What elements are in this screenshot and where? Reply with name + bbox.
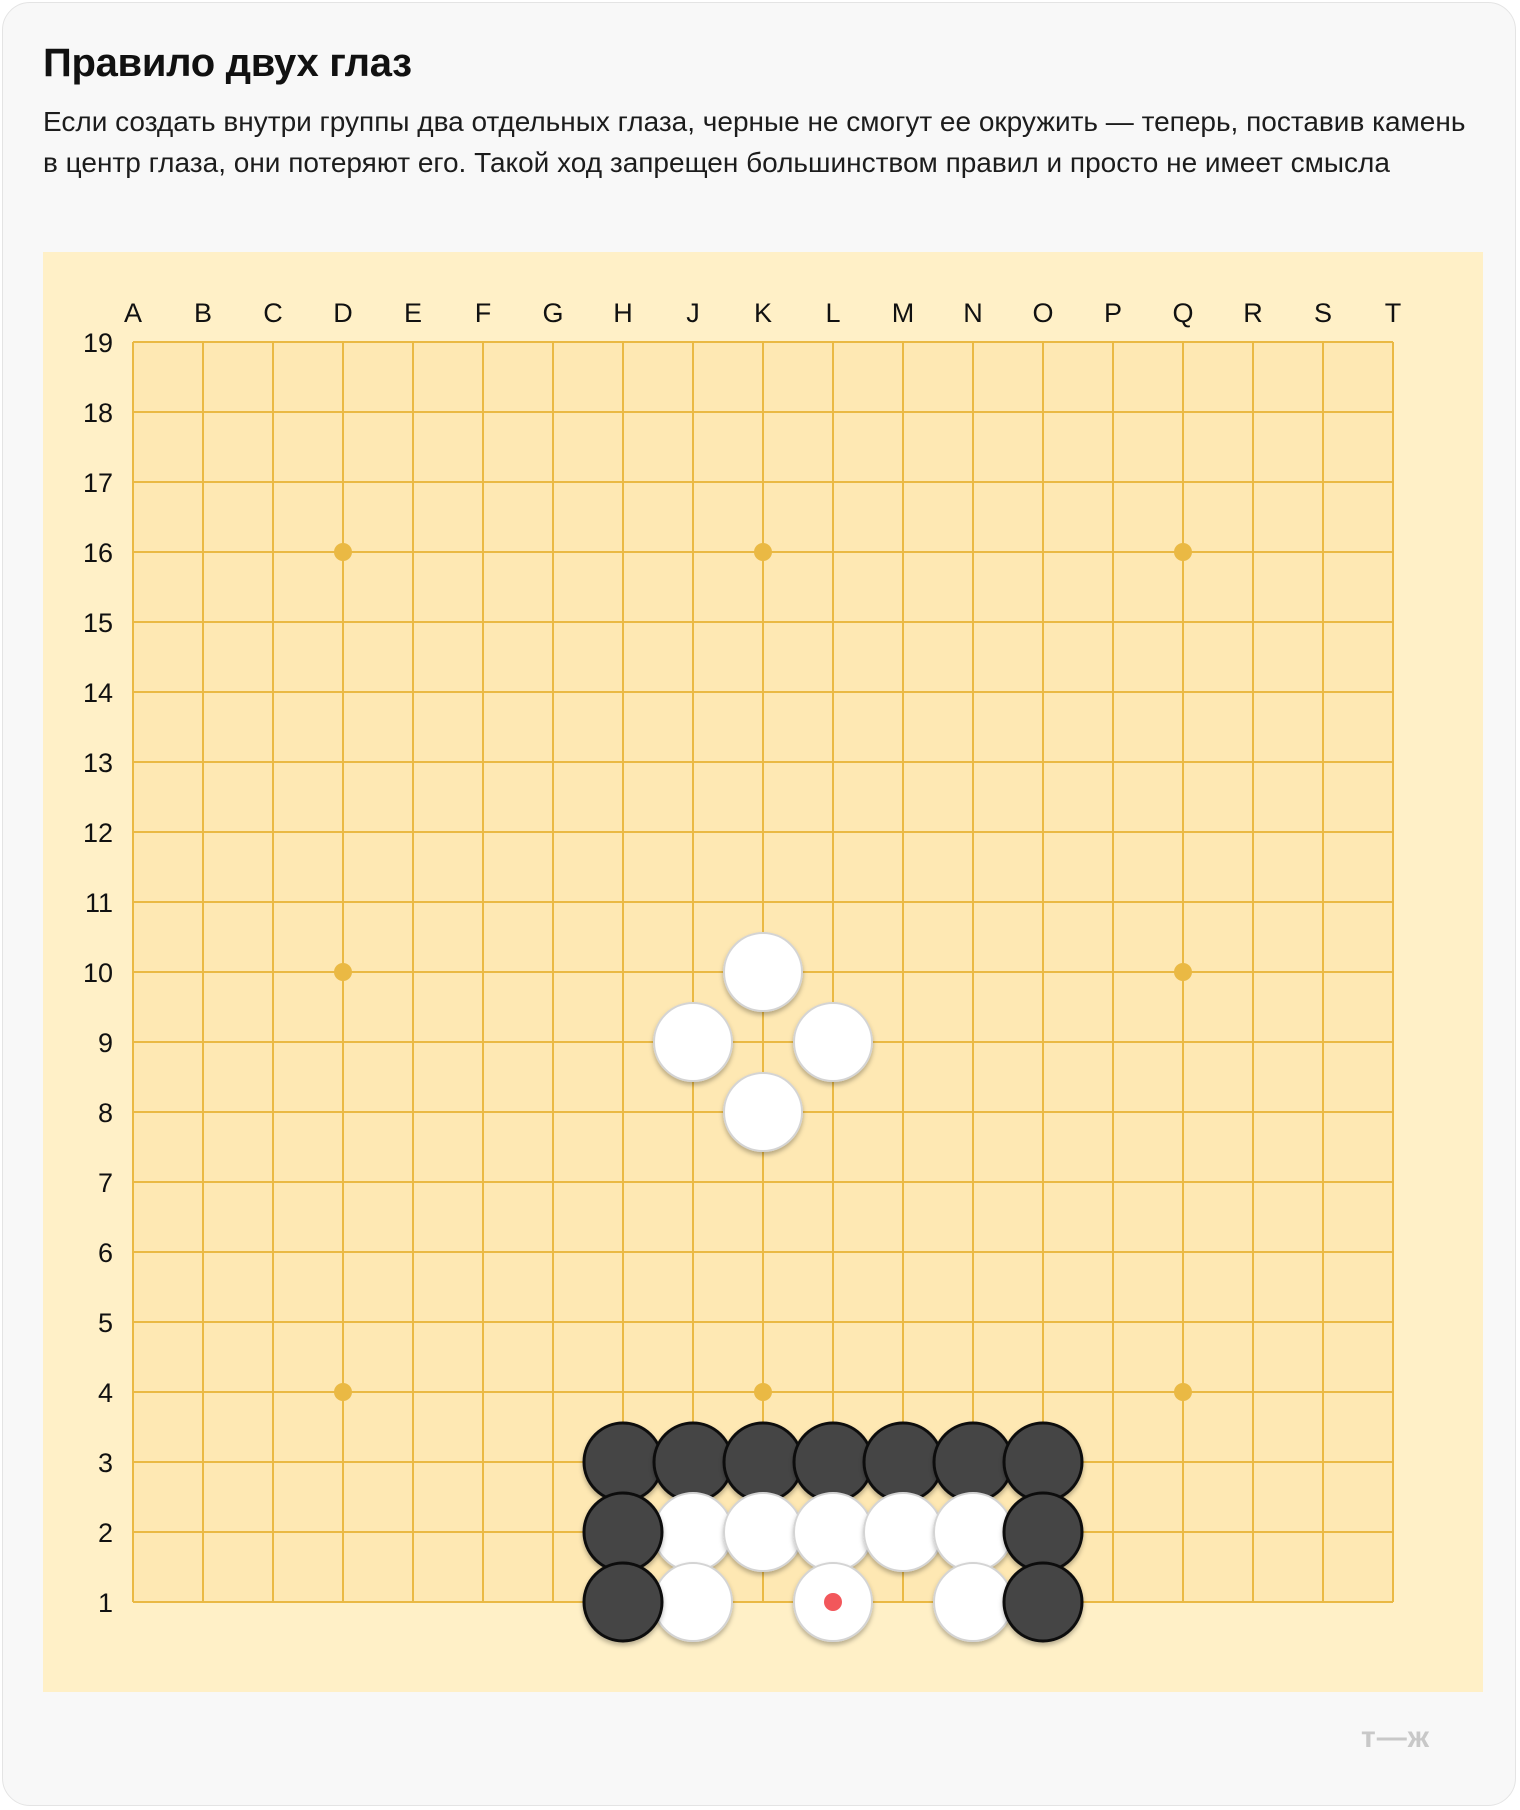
go-board-panel [43, 252, 1483, 1692]
black-stone-j3 [654, 1423, 732, 1501]
star-point [1174, 543, 1192, 561]
column-label-e: E [403, 298, 423, 328]
column-label-s: S [1313, 298, 1333, 328]
row-label-19: 19 [82, 328, 113, 358]
go-board [43, 252, 1483, 1692]
white-stone-j2 [654, 1493, 732, 1571]
row-label-3: 3 [97, 1448, 113, 1478]
column-label-l: L [825, 298, 841, 328]
column-label-r: R [1243, 298, 1263, 328]
row-label-2: 2 [97, 1518, 113, 1548]
column-label-t: T [1384, 298, 1402, 328]
row-label-15: 15 [82, 608, 113, 638]
white-stone-k8 [724, 1073, 802, 1151]
row-label-17: 17 [82, 468, 113, 498]
column-label-a: A [123, 298, 143, 328]
move-marker-l1 [824, 1593, 842, 1611]
column-label-c: C [263, 298, 283, 328]
column-label-h: H [613, 298, 633, 328]
row-label-7: 7 [97, 1168, 113, 1198]
black-stone-k3 [724, 1423, 802, 1501]
black-stone-o1 [1004, 1563, 1082, 1641]
column-label-k: K [753, 298, 773, 328]
column-label-q: Q [1172, 298, 1194, 328]
star-point [1174, 963, 1192, 981]
black-stone-n3 [934, 1423, 1012, 1501]
star-point [1174, 1383, 1192, 1401]
white-stone-n1 [934, 1563, 1012, 1641]
white-stone-l9 [794, 1003, 872, 1081]
star-point [334, 543, 352, 561]
column-label-p: P [1103, 298, 1123, 328]
black-stone-o2 [1004, 1493, 1082, 1571]
black-stone-m3 [864, 1423, 942, 1501]
row-label-1: 1 [97, 1588, 113, 1618]
column-label-m: M [891, 298, 915, 328]
white-stone-n2 [934, 1493, 1012, 1571]
white-stone-m2 [864, 1493, 942, 1571]
column-label-f: F [474, 298, 492, 328]
white-stone-k10 [724, 933, 802, 1011]
row-label-4: 4 [97, 1378, 113, 1408]
white-stone-j9 [654, 1003, 732, 1081]
row-label-14: 14 [82, 678, 113, 708]
page-title: Правило двух глаз [43, 41, 412, 85]
star-point [754, 1383, 772, 1401]
column-label-j: J [686, 298, 700, 328]
column-label-d: D [333, 298, 353, 328]
row-label-5: 5 [97, 1308, 113, 1338]
description-text: Если создать внутри группы два отдельных глаза, черные не смогут ее окружить — теперь, поставив камень в центр глаза, они потеряют его. Такой ход запрещен большинством правил и просто не имеет смысла [43, 106, 1466, 178]
infographic-card [2, 2, 1516, 1806]
black-stone-h1 [584, 1563, 662, 1641]
black-stone-o3 [1004, 1423, 1082, 1501]
white-stone-k2 [724, 1493, 802, 1571]
row-label-18: 18 [82, 398, 113, 428]
row-label-13: 13 [82, 748, 113, 778]
white-stone-j1 [654, 1563, 732, 1641]
star-point [334, 1383, 352, 1401]
column-label-g: G [542, 298, 564, 328]
white-stone-l2 [794, 1493, 872, 1571]
black-stone-h2 [584, 1493, 662, 1571]
row-label-9: 9 [97, 1028, 113, 1058]
black-stone-h3 [584, 1423, 662, 1501]
row-label-16: 16 [82, 538, 113, 568]
star-point [754, 543, 772, 561]
row-label-11: 11 [84, 888, 113, 918]
column-label-b: B [193, 298, 213, 328]
row-label-12: 12 [82, 818, 113, 848]
column-label-n: N [963, 298, 983, 328]
row-label-8: 8 [97, 1098, 113, 1128]
column-label-o: O [1032, 298, 1054, 328]
row-label-6: 6 [97, 1238, 113, 1268]
tzh-logo: т—ж [1361, 1721, 1430, 1754]
star-point [334, 963, 352, 981]
row-label-10: 10 [82, 958, 113, 988]
black-stone-l3 [794, 1423, 872, 1501]
